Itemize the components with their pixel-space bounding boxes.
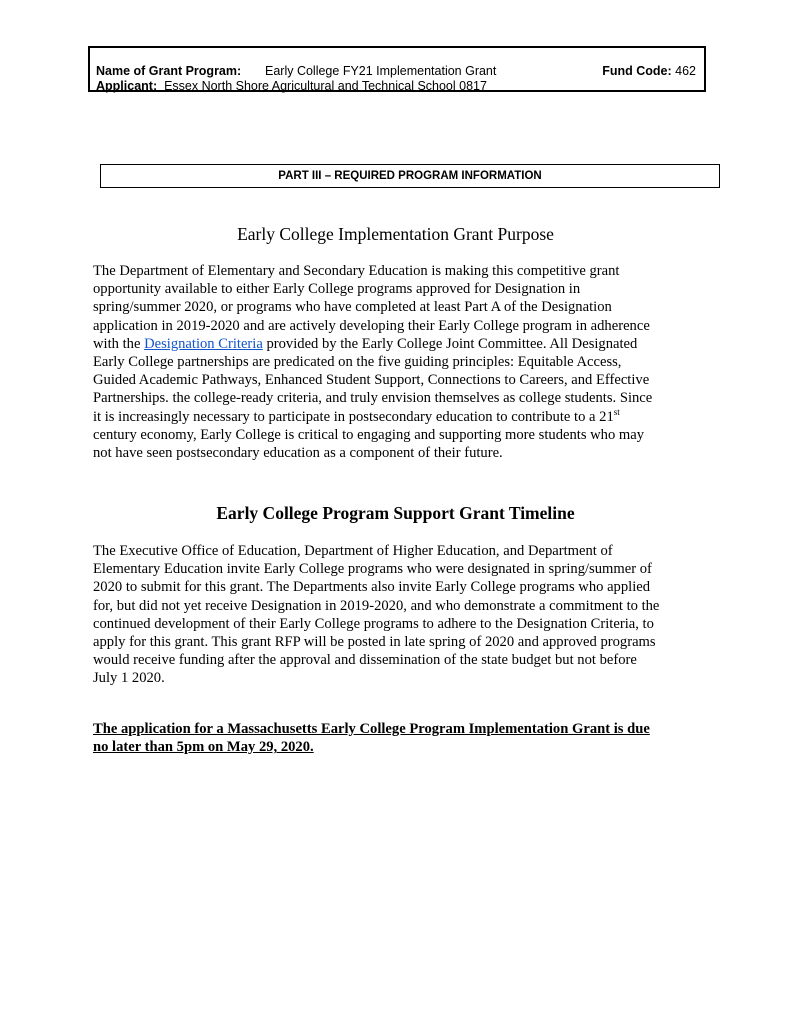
timeline-paragraph xyxy=(93,542,703,688)
fund-code-label: Fund Code: xyxy=(602,64,672,78)
paragraph-line: application in 2019-2020 and are actively developing their Early College program in adherence xyxy=(93,317,650,334)
grant-header-box xyxy=(88,46,706,92)
paragraph-line: 2020 to submit for this grant. The Departments also invite Early College programs who applied xyxy=(93,579,651,596)
section-heading-purpose: Early College Implementation Grant Purpose xyxy=(237,224,554,244)
line-text: provided by the Early College Joint Committee. All Designated xyxy=(262,335,638,352)
due-line: no later than 5pm on May 29, 2020. xyxy=(93,739,314,756)
ordinal-superscript: st xyxy=(613,406,620,417)
applicant-label: Applicant: xyxy=(96,79,158,93)
fund-code xyxy=(602,64,696,78)
paragraph-line: The Department of Elementary and Secondary Education is making this competitive grant xyxy=(93,263,620,279)
section-heading-timeline: Early College Program Support Grant Timeline xyxy=(216,503,575,523)
paragraph-line: Elementary Education invite Early College programs who were designated in spring/summer of xyxy=(93,561,652,578)
purpose-paragraph xyxy=(93,262,703,462)
paragraph-line: spring/summer 2020, or programs who have completed at least Part A of the Designation xyxy=(93,299,612,316)
paragraph-line: apply for this grant. This grant RFP will be posted in late spring of 2020 and approved programs xyxy=(93,634,656,651)
paragraph-line: Guided Academic Pathways, Enhanced Student Support, Connections to Careers, and Effective xyxy=(93,372,650,389)
paragraph-line: The Executive Office of Education, Department of Higher Education, and Department of xyxy=(93,543,613,559)
program-label: Name of Grant Program: xyxy=(96,64,242,78)
paragraph-line: opportunity available to either Early College programs approved for Designation in xyxy=(93,281,581,298)
applicant-line xyxy=(96,79,487,93)
paragraph-line: century economy, Early College is critical to engaging and supporting more students who may xyxy=(93,426,645,443)
due-line: The application for a Massachusetts Early College Program Implementation Grant is due xyxy=(93,721,650,737)
paragraph-line: would receive funding after the approval and dissemination of the state budget but not before xyxy=(93,652,637,669)
paragraph-line: Partnerships. the college-ready criteria, and truly envision themselves as college students. Since xyxy=(93,390,653,407)
paragraph-line: not have seen postsecondary education as a component of their future. xyxy=(93,445,503,462)
paragraph-line: continued development of their Early College programs to adhere to the Designation Criteria, to xyxy=(93,615,654,632)
part-title: PART III – REQUIRED PROGRAM INFORMATION xyxy=(100,164,720,188)
designation-criteria-link[interactable]: Designation Criteria xyxy=(144,335,263,352)
line-text: it is increasingly necessary to participate in postsecondary education to contribute to a 21 xyxy=(93,408,614,425)
paragraph-line: Early College partnerships are predicated on the five guiding principles: Equitable Access, xyxy=(93,354,622,371)
due-date-notice xyxy=(93,720,650,756)
fund-code-value: 462 xyxy=(675,64,696,78)
paragraph-line: July 1 2020. xyxy=(93,670,165,687)
paragraph-line xyxy=(93,335,703,353)
line-text: with the xyxy=(93,335,145,352)
paragraph-line: for, but did not yet receive Designation in 2019-2020, and who demonstrate a commitment to the xyxy=(93,597,660,614)
paragraph-line xyxy=(93,408,703,426)
program-name: Early College FY21 Implementation Grant xyxy=(265,64,497,78)
applicant-name: Essex North Shore Agricultural and Technical School 0817 xyxy=(164,79,487,93)
